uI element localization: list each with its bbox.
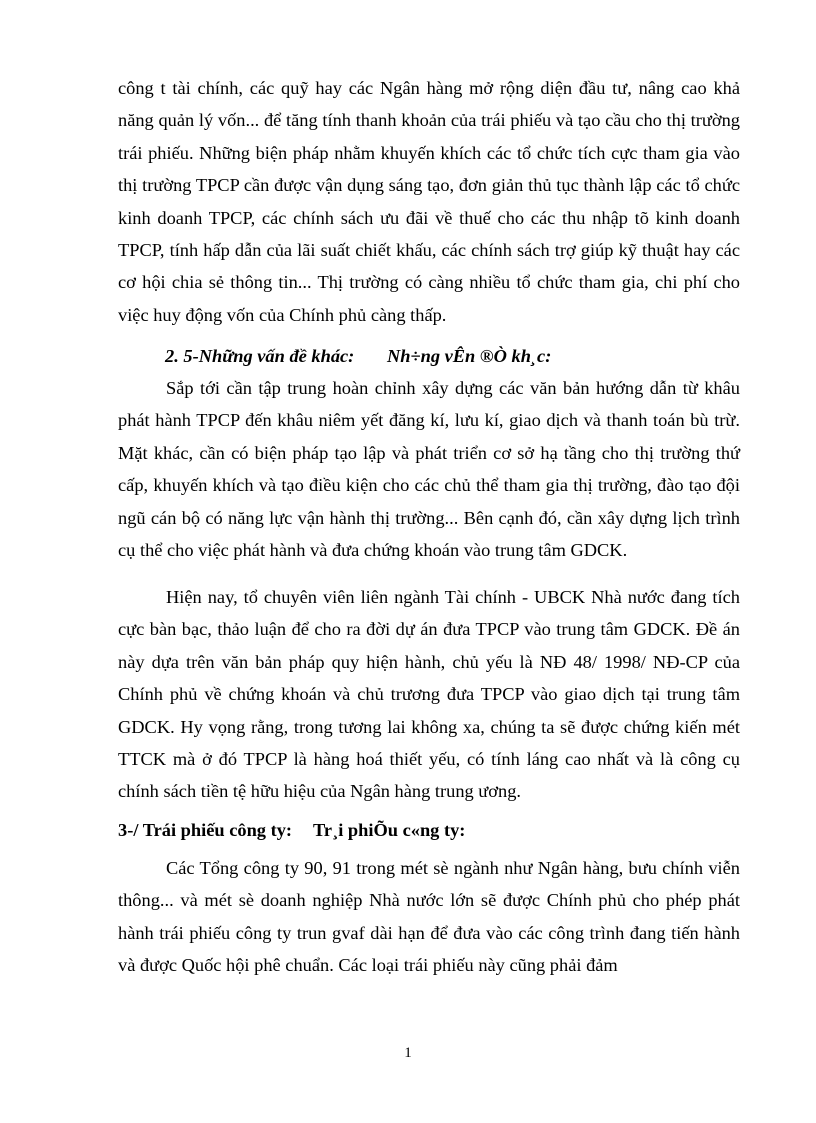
paragraph-tpcp-participation: công t tài chính, các quỹ hay các Ngân hàng mở rộng diện đầu tư, nâng cao khả năng quản lý vốn... để tăng tính thanh khoản của trái phiếu và tạo cầu cho thị trường trái phiếu. Những biện pháp nhằm khuyến khích các tổ chức tích cực tham gia vào thị trường TPCP cần được vận dụng sáng tạo, đơn giản thủ tục thành lập các tổ chức kinh doanh TPCP, các chính sách ưu đãi về thuế cho các thu nhập tõ kinh doanh TPCP, tính hấp dẫn của lãi suất chiết khấu, các chính sách trợ giúp kỹ thuật hay các cơ hội chia sẻ thông tin... Thị trường có càng nhiều tổ chức tham gia, chi phí cho việc huy động vốn của Chính phủ càng thấp. [118, 78, 740, 325]
page-number: 1 [404, 1045, 412, 1061]
section-heading-2-5-garbled: Nh÷ng vÊn ®Ò kh¸c: [387, 346, 552, 366]
paragraph-corporate-bonds: Các Tổng công ty 90, 91 trong mét sè ngành như Ngân hàng, bưu chính viễn thông... và mét sè doanh nghiệp Nhà nước lớn sẽ được Chính phủ cho phép phát hành trái phiếu công ty trun gvaf dài hạn để đưa vào các công trình đang tiến hành và được Quốc hội phê chuẩn. Các loại trái phiếu này cũng phải đảm [118, 858, 740, 976]
section-heading-3-garbled: Tr¸i phiÕu c«ng ty: [313, 820, 466, 840]
section-heading-2-5: 2. 5-Những vấn đề khác: [165, 346, 355, 366]
paragraph-upcoming-tasks: Sắp tới cần tập trung hoàn chỉnh xây dựng các văn bản hướng dẫn từ khâu phát hành TPCP đến khâu niêm yết đăng kí, lưu kí, giao dịch và thanh toán bù trừ. Mặt khác, cần có biện pháp tạo lập và phát triển cơ sở hạ tầng cho thị trường thứ cấp, khuyến khích và tạo điều kiện cho các chủ thể tham gia thị trường, đào tạo đội ngũ cán bộ có năng lực vận hành thị trường... Bên cạnh đó, cần xây dựng lịch trình cụ thể cho việc phát hành và đưa chứng khoán vào trung tâm GDCK. [118, 378, 740, 561]
paragraph-current-status: Hiện nay, tổ chuyên viên liên ngành Tài chính - UBCK Nhà nước đang tích cực bàn bạc, thảo luận để cho ra đời dự án đưa TPCP vào trung tâm GDCK. Đề án này dựa trên văn bản pháp quy hiện hành, chủ yếu là NĐ 48/ 1998/ NĐ-CP của Chính phủ về chứng khoán và chủ trương đưa TPCP vào giao dịch tại trung tâm GDCK. Hy vọng rằng, trong tương lai không xa, chúng ta sẽ được chứng kiến mét TTCK mà ở đó TPCP là hàng hoá thiết yếu, có tính láng cao nhất và là công cụ chính sách tiền tệ hữu hiệu của Ngân hàng trung ương. [118, 587, 740, 802]
section-heading-3: 3-/ Trái phiếu công ty: [118, 820, 293, 840]
